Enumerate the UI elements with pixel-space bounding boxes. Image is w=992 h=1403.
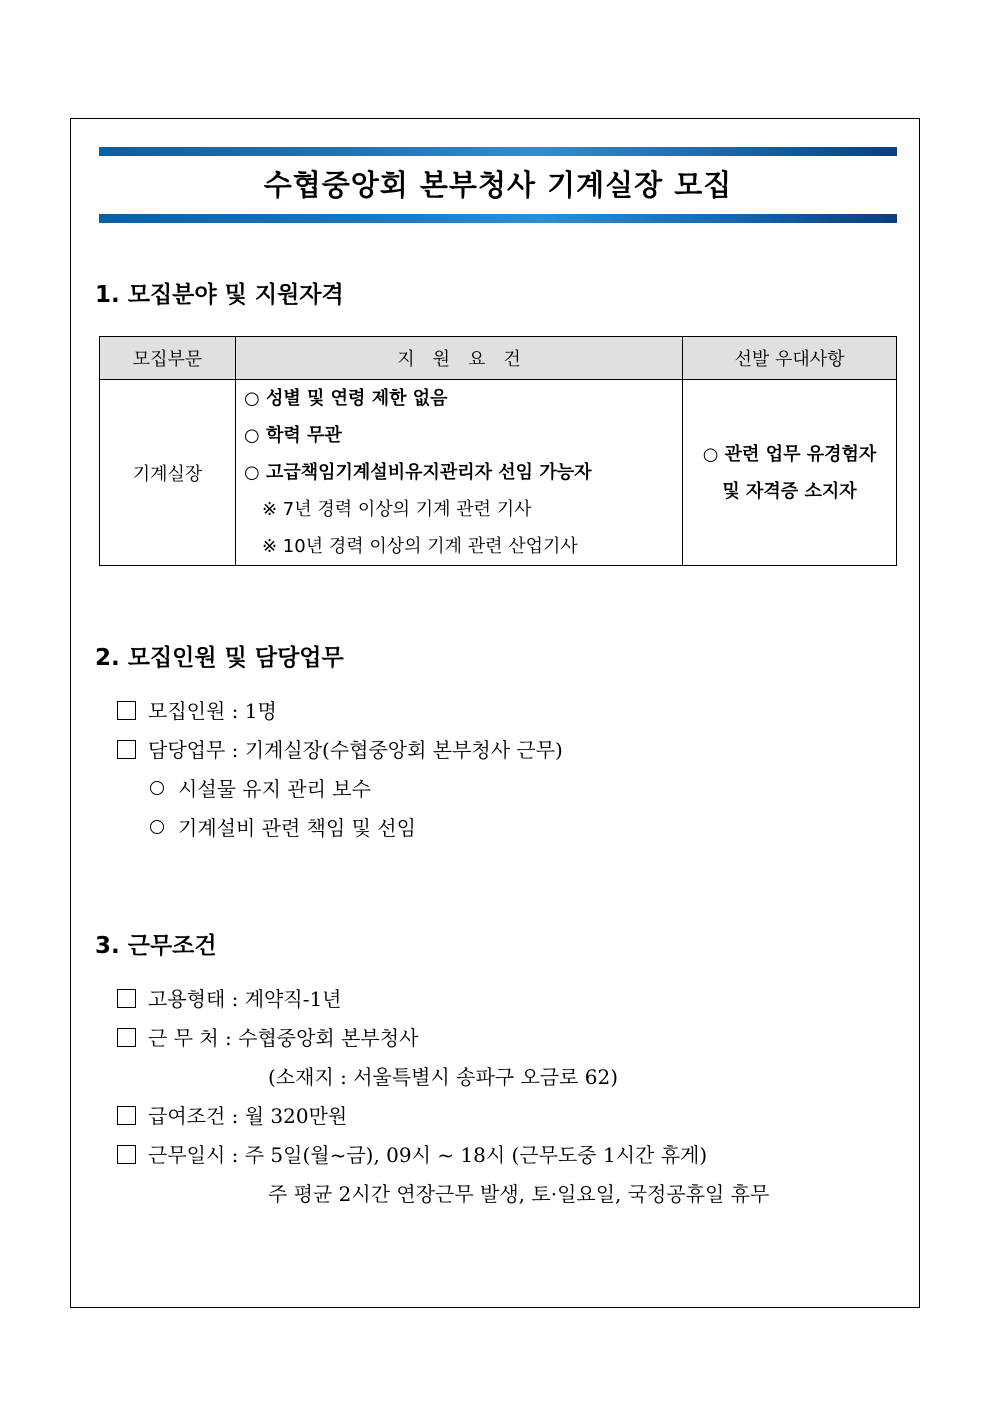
duty: 담당업무 : 기계실장(수협중앙회 본부청사 근무) bbox=[148, 738, 563, 762]
recruit-count: 모집인원 : 1명 bbox=[148, 699, 277, 723]
condition-gender-age: ○ 성별 및 연령 제한 없음 bbox=[244, 388, 448, 409]
preference-line1: ○ 관련 업무 유경험자 bbox=[702, 443, 877, 465]
requirements-table bbox=[99, 336, 897, 566]
checkbox-icon bbox=[117, 1106, 136, 1125]
work-hours: 근무일시 : 주 5일(월~금), 09시 ~ 18시 (근무도중 1시간 휴게) bbox=[148, 1143, 708, 1167]
workplace: 근 무 처 : 수협중앙회 본부청사 bbox=[148, 1026, 419, 1050]
list-item bbox=[117, 695, 277, 724]
condition-license: ○ 고급책임기계설비유지관리자 선임 가능자 bbox=[244, 462, 592, 483]
header-category: 모집부문 bbox=[100, 337, 236, 380]
condition-education: ○ 학력 무관 bbox=[244, 425, 342, 446]
checkbox-icon bbox=[117, 701, 136, 720]
list-item bbox=[117, 1100, 347, 1129]
condition-note-engineer: ※ 7년 경력 이상의 기계 관련 기사 bbox=[262, 499, 532, 520]
list-item bbox=[117, 734, 563, 763]
checkbox-icon bbox=[117, 1028, 136, 1047]
checkbox-icon bbox=[117, 989, 136, 1008]
conditions-cell bbox=[236, 380, 683, 566]
preference-line2: 및 자격증 소지자 bbox=[722, 480, 857, 502]
table-row bbox=[100, 380, 897, 566]
employment-type: 고용형태 : 계약직-1년 bbox=[148, 987, 342, 1011]
table-header-row bbox=[100, 337, 897, 380]
header-preference: 선발 우대사항 bbox=[683, 337, 897, 380]
checkbox-icon bbox=[117, 740, 136, 759]
title-bar-bottom bbox=[99, 214, 897, 223]
list-item bbox=[150, 812, 416, 841]
duty-detail-2: 기계설비 관련 책임 및 선임 bbox=[178, 816, 416, 840]
circle-bullet-icon bbox=[150, 820, 164, 834]
section3-heading: 3. 근무조건 bbox=[95, 933, 217, 959]
section1-heading: 1. 모집분야 및 지원자격 bbox=[95, 282, 344, 308]
list-item bbox=[117, 1139, 707, 1168]
list-item bbox=[117, 983, 342, 1012]
category-cell: 기계실장 bbox=[100, 380, 236, 566]
condition-note-industrial: ※ 10년 경력 이상의 기계 관련 산업기사 bbox=[262, 536, 578, 557]
header-conditions: 지 원 요 건 bbox=[236, 337, 683, 380]
checkbox-icon bbox=[117, 1145, 136, 1164]
list-item bbox=[150, 773, 371, 802]
section2-heading: 2. 모집인원 및 담당업무 bbox=[95, 645, 344, 671]
duty-detail-1: 시설물 유지 관리 보수 bbox=[178, 777, 371, 801]
salary: 급여조건 : 월 320만원 bbox=[148, 1104, 348, 1128]
page-title: 수협중앙회 본부청사 기계실장 모집 bbox=[263, 168, 733, 202]
circle-bullet-icon bbox=[150, 781, 164, 795]
list-item bbox=[117, 1022, 418, 1051]
work-hours-note: 주 평균 2시간 연장근무 발생, 토·일요일, 국정공휴일 휴무 bbox=[268, 1182, 770, 1206]
workplace-address: (소재지 : 서울특별시 송파구 오금로 62) bbox=[268, 1065, 619, 1089]
preference-cell bbox=[683, 380, 897, 566]
title-bar-top bbox=[99, 147, 897, 156]
